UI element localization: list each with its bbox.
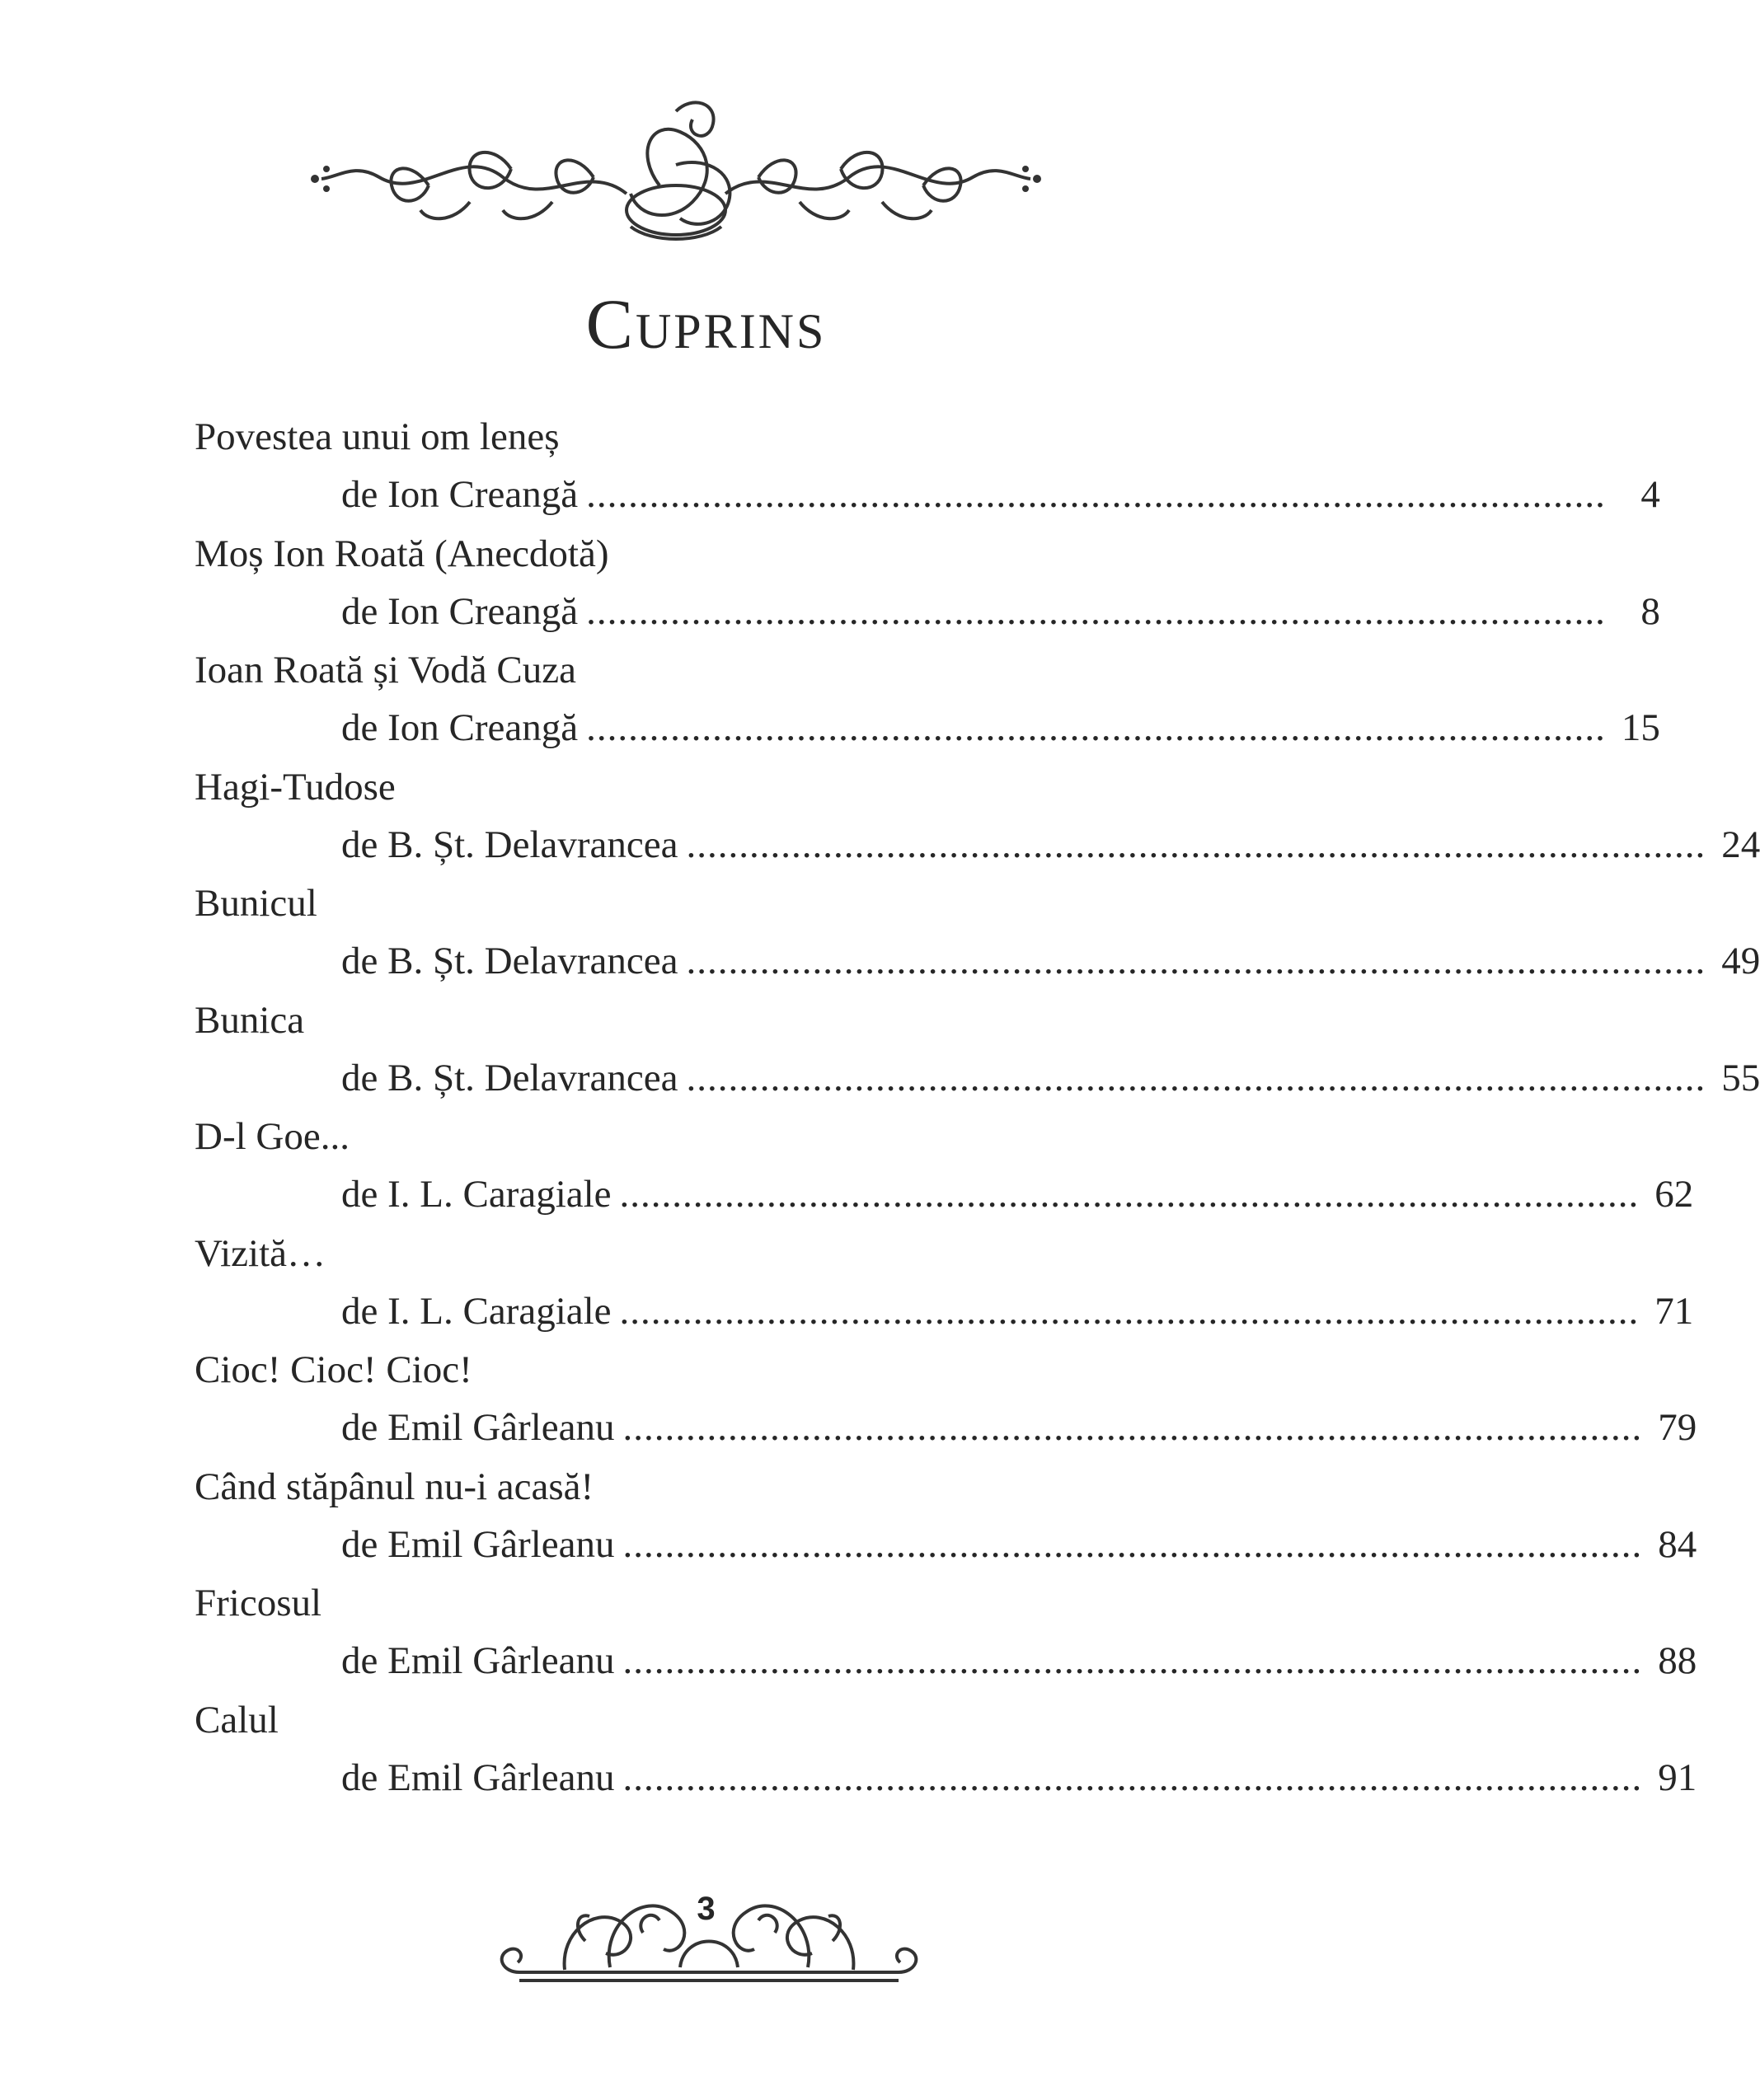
dot-leader: ................................................................................................. [622,1522,1643,1566]
toc-entry-author: de Emil Gârleanu [341,1755,615,1799]
toc-entry[interactable] [195,1345,1697,1462]
toc-entry-author: de B. Șt. Delavrancea [341,1056,678,1099]
toc-entry-author: de Ion Creangă [341,589,579,633]
toc-entry[interactable] [195,762,1760,879]
toc-entry-author: de Emil Gârleanu [341,1406,615,1449]
toc-entry-title: D-l Goe... [195,1115,350,1158]
page-title: Cuprins [585,284,827,363]
toc-entry-page: 79 [1658,1406,1697,1449]
toc-entry-line [341,587,1660,636]
dot-leader: ................................................................................................. [619,1173,1640,1216]
toc-entry-page: 55 [1721,1056,1760,1099]
toc-entry[interactable] [195,996,1760,1113]
toc-entry-line [341,1170,1694,1219]
toc-entry-line [341,936,1760,986]
toc-entry-author: de Ion Creangă [341,706,579,749]
page-number: 3 [697,1891,716,1927]
toc-entry-page: 62 [1654,1173,1694,1216]
dot-leader: ................................................................................................. [622,1406,1643,1449]
toc-entry[interactable] [195,529,1660,646]
toc-entry[interactable] [195,1229,1694,1346]
toc-entry-author: de Emil Gârleanu [341,1639,615,1682]
toc-entry-author: de B. Șt. Delavrancea [341,823,678,866]
toc-entry[interactable] [195,879,1760,996]
toc-entry-page: 91 [1658,1755,1697,1799]
toc-entry-page: 8 [1640,589,1660,633]
toc-entry-title: Cioc! Cioc! Cioc! [195,1348,472,1391]
dot-leader: ................................................................................................. [622,1755,1643,1799]
toc-entry[interactable] [195,1578,1697,1695]
floral-ornament-top-icon [305,87,1047,260]
dot-leader: ................................................................................................. [686,823,1706,866]
toc-entry-title: Ioan Roată și Vodă Cuza [195,649,576,691]
toc-entry-title: Bunicul [195,882,317,925]
toc-entry-author: de Ion Creangă [341,473,579,516]
toc-entry-title: Calul [195,1698,279,1741]
toc-entry-page: 4 [1640,473,1660,516]
toc-entry-line [341,703,1660,752]
toc-entry-line [341,1053,1760,1103]
toc-entry[interactable] [195,1462,1697,1579]
toc-entry-line [341,820,1760,870]
toc-entry-title: Fricosul [195,1582,322,1624]
toc-entry-page: 49 [1721,940,1760,982]
toc-entry-page: 24 [1721,823,1760,866]
dot-leader: ................................................................................................. [619,1289,1640,1333]
toc-entry-title: Când stăpânul nu-i acasă! [195,1465,594,1508]
toc-entry-author: de B. Șt. Delavrancea [341,940,678,982]
toc-entry-page: 88 [1658,1639,1697,1682]
dot-leader: ................................................................................................. [586,706,1606,749]
toc-entry-author: de Emil Gârleanu [341,1522,615,1566]
toc-entry-line [341,1636,1697,1685]
toc-entry-line [341,1520,1697,1569]
toc-entry[interactable] [195,1695,1697,1812]
dot-leader: ................................................................................................. [622,1639,1643,1682]
toc-entry-title: Povestea unui om leneș [195,415,560,458]
toc-entry-line [341,1403,1697,1452]
toc-entry-page: 84 [1658,1522,1697,1566]
toc-entry-line [341,1287,1694,1336]
dot-leader: ................................................................................................. [586,473,1606,516]
dot-leader: ................................................................................................. [586,589,1606,633]
toc-entry[interactable] [195,412,1660,529]
toc-entry-author: de I. L. Caragiale [341,1289,612,1333]
dot-leader: ................................................................................................. [686,1056,1706,1099]
dot-leader: ................................................................................................. [686,940,1706,982]
toc-entry-title: Hagi-Tudose [195,765,396,809]
toc-entry-author: de I. L. Caragiale [341,1173,612,1216]
table-of-contents [195,412,1760,1812]
toc-entry-page: 71 [1654,1289,1694,1333]
toc-entry-line [341,1753,1697,1802]
toc-entry-title: Bunica [195,998,305,1042]
toc-entry-line [341,470,1660,519]
toc-entry-page: 15 [1621,706,1660,749]
toc-entry[interactable] [195,1112,1694,1229]
toc-entry-title: Moș Ion Roată (Anecdotă) [195,532,609,575]
toc-entry-title: Vizită… [195,1231,326,1275]
toc-entry[interactable] [195,645,1660,762]
